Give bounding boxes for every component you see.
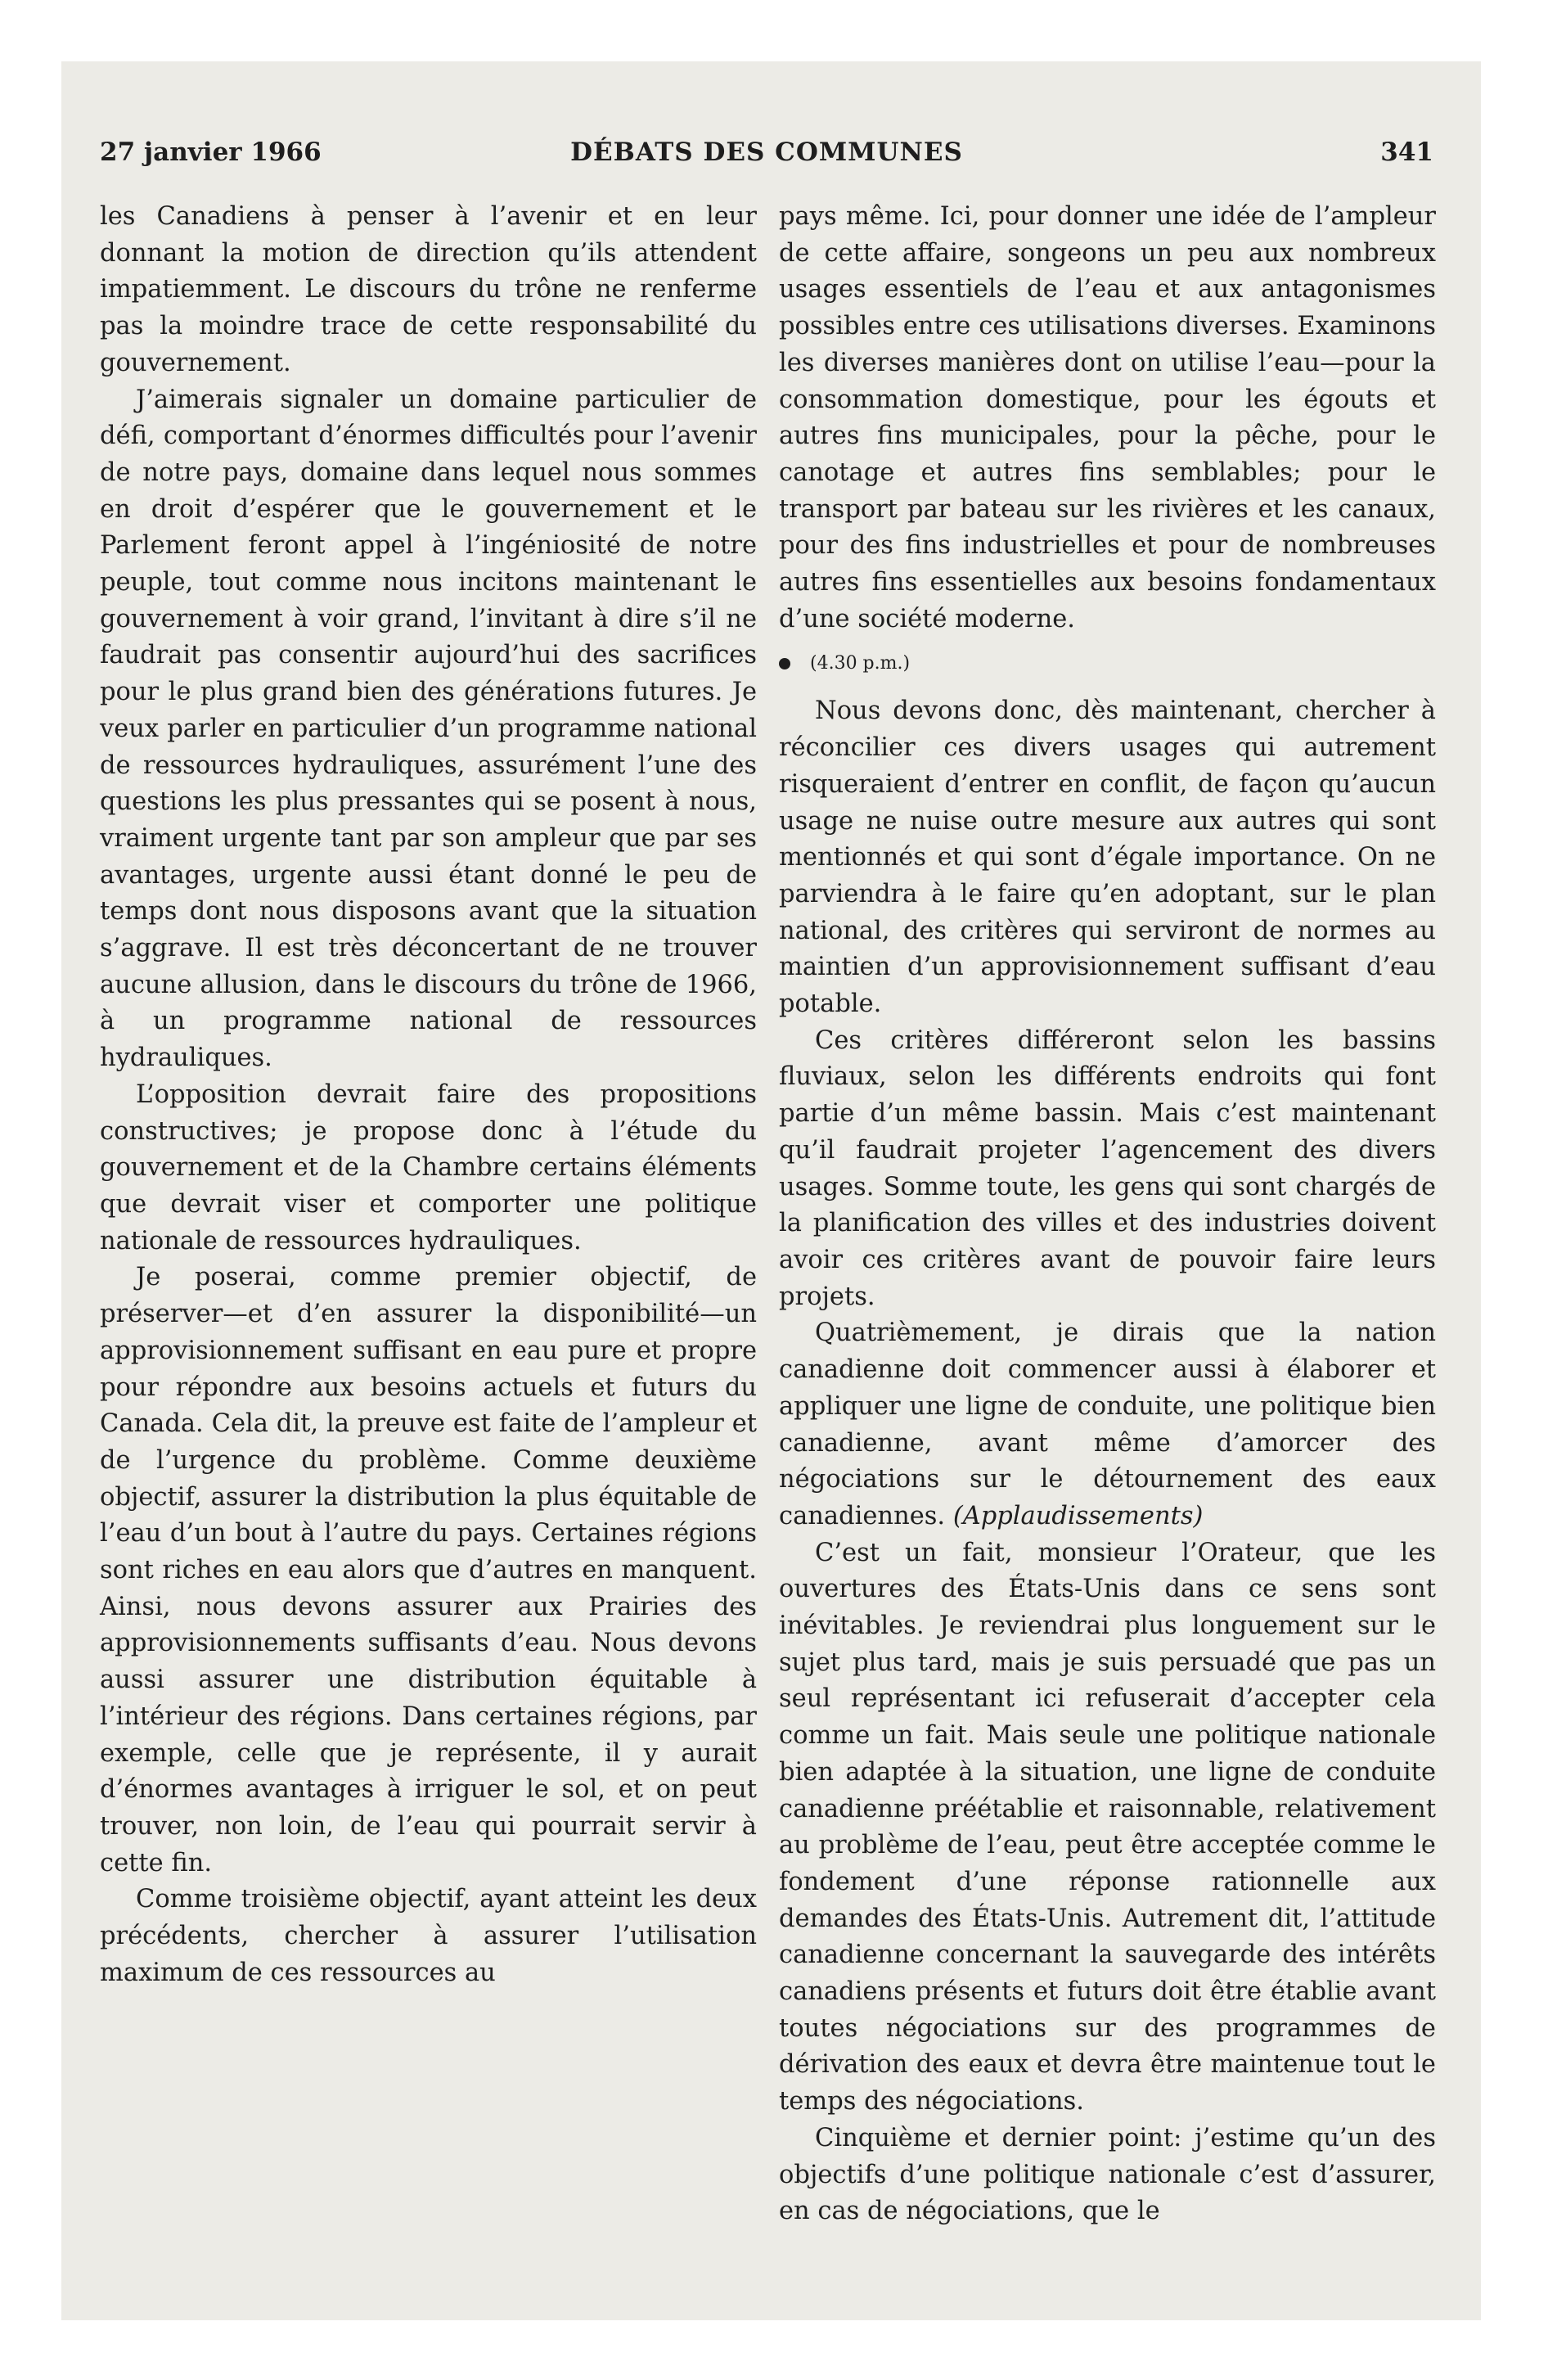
time-marker [779,646,1436,682]
paragraph: pays même. Ici, pour donner une idée de l’ampleur de cette affaire, songeons un peu aux nombreux usages essentiels de l’eau et aux antagonismes possibles entre ces utilisations diverses. Examinons les diverses manières dont on utilise l’eau—pour la consommation domestique, pour les égouts et autres fins municipales, pour la pêche, pour le canotage et autres fins semblables; pour le transport par bateau sur les rivières et les canaux, pour des fins industrielles et pour de nombreuses autres fins essentielles aux besoins fondamentaux d’une société moderne. [779,202,1436,633]
paragraph: Nous devons donc, dès maintenant, chercher à réconcilier ces divers usages qui autrement risqueraient d’entrer en conflit, de façon qu’aucun usage ne nuise outre mesure aux autres qui sont mentionnés et qui sont d’égale importance. On ne parviendra à le faire qu’en adoptant, sur le plan national, des critères qui serviront de normes au maintien d’un approvisionnement suffisant d’eau potable. [779,696,1436,1019]
applause-note: (Applaudissements) [952,1501,1204,1530]
paragraph [779,1315,1436,1535]
paragraph: C’est un fait, monsieur l’Orateur, que les ouvertures des États-Unis dans ce sens sont inévitables. Je reviendrai plus longuement sur le sujet plus tard, mais je suis persuadé que pas un seul représentant ici refuserait d’accepter cela comme un fait. Mais seule une politique nationale bien adaptée à la situation, une ligne de conduite canadienne préétablie et raisonnable, relativement au problème de l’eau, peut être acceptée comme le fondement d’une réponse rationnelle aux demandes des États-Unis. Autrement dit, l’attitude canadienne concernant la sauvegarde des intérêts canadiens présents et futurs doit être établie avant toutes négociations sur des programmes de dérivation des eaux et devra être maintenue tout le temps des négociations. [779,1538,1436,2116]
time-marker-text: (4.30 p.m.) [810,653,911,674]
header-title: DÉBATS DES COMMUNES [570,137,963,167]
paragraph-text: Quatrièmement, je dirais que la nation canadienne doit commencer aussi à élaborer et appliquer une ligne de conduite, une politique bien canadienne, avant même d’amorcer des négociations sur le détournement des eaux canadiennes. [779,1318,1436,1530]
paragraph: Comme troisième objectif, ayant atteint les deux précédents, chercher à assurer l’utilisation maximum de ces ressources au [100,1885,757,1987]
page-header [100,137,1433,178]
header-date: 27 janvier 1966 [100,137,322,167]
paragraph: L’opposition devrait faire des propositions constructives; je propose donc à l’étude du gouvernement et de la Chambre certains éléments que devrait viser et comporter une politique nationale de ressources hydrauliques. [100,1080,757,1255]
page-number: 341 [1380,137,1433,167]
hansard-page [61,61,1481,2320]
paragraph: Je poserai, comme premier objectif, de préserver—et d’en assurer la disponibilité—un approvisionnement suffisant en eau pure et propre pour répondre aux besoins actuels et futurs du Canada. Cela dit, la preuve est faite de l’ampleur et de l’urgence du problème. Comme deuxième objectif, assurer la distribution la plus équitable de l’eau d’un bout à l’autre du pays. Certaines régions sont riches en eau alors que d’autres en manquent. Ainsi, nous devons assurer aux Prairies des approvisionnements suffisants d’eau. Nous devons aussi assurer une distribution équitable à l’intérieur des régions. Dans certaines régions, par exemple, celle que je représente, il y aurait d’énormes avantages à irriguer le sol, et on peut trouver, non loin, de l’eau qui pourrait servir à cette fin. [100,1263,757,1877]
paragraph: Cinquième et dernier point: j’estime qu’un des objectifs d’une politique nationale c’est d’assurer, en cas de négociations, que le [779,2123,1436,2226]
left-column [100,199,757,1991]
bullet-icon [779,658,790,669]
paragraph: les Canadiens à penser à l’avenir et en leur donnant la motion de direction qu’ils attendent impatiemment. Le discours du trône ne renferme pas la moindre trace de cette responsabilité du gouvernement. [100,202,757,377]
right-column [779,199,1436,2230]
paragraph: J’aimerais signaler un domaine particulier de défi, comportant d’énormes difficultés pour l’avenir de notre pays, domaine dans lequel nous sommes en droit d’espérer que le gouvernement et le Parlement feront appel à l’ingéniosité de notre peuple, tout comme nous incitons maintenant le gouvernement à voir grand, l’invitant à dire s’il ne faudrait pas consentir aujourd’hui des sacrifices pour le plus grand bien des générations futures. Je veux parler en particulier d’un programme national de ressources hydrauliques, assurément l’une des questions les plus pressantes qui se posent à nous, vraiment urgente tant par son ampleur que par ses avantages, urgente aussi étant donné le peu de temps dont nous disposons avant que la situation s’aggrave. Il est très déconcertant de ne trouver aucune allusion, dans le discours du trône de 1966, à un programme national de ressources hydrauliques. [100,385,757,1073]
paragraph: Ces critères différeront selon les bassins fluviaux, selon les différents endroits qui font partie d’un même bassin. Mais c’est maintenant qu’il faudrait projeter l’agencement des divers usages. Somme toute, les gens qui sont chargés de la planification des villes et des industries doivent avoir ces critères avant de pouvoir faire leurs projets. [779,1025,1436,1311]
